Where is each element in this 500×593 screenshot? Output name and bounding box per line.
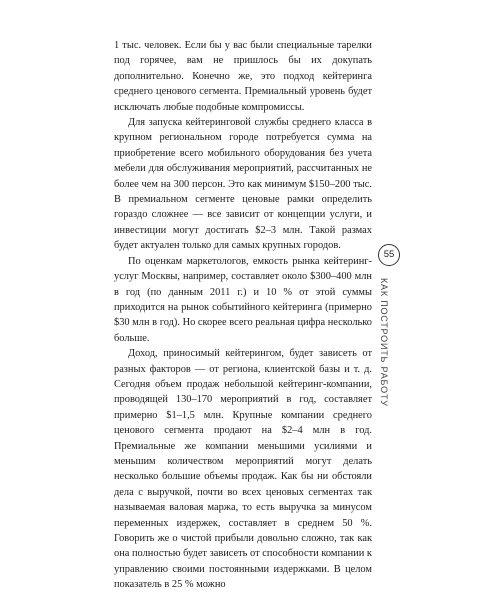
page-body bbox=[114, 38, 372, 593]
paragraph-2: Для запуска кейтеринговой службы среднего класса в крупном региональном городе потребуется сумма на приобретение всего мобильного оборудования без учета мебели для обслуживания мероприятий, рассчитанных не более чем на 300 персон. Это как минимум $150–200 тыс. В премиальном сегменте ценовые рамки определить гораздо сложнее — все зависит от концепции услуги, и инвестиции могут достигать $2–3 млн. Такой размах будет актуален только для самых крупных городов. bbox=[114, 117, 372, 252]
paragraph-3: По оценкам маркетологов, емкость рынка кейтеринг-услуг Москвы, например, составляет около $300–400 млн в год (по данным 2011 г.) и 10 % от этой суммы приходится на рынок событийного кейтеринга (примерно $30 млн в год). Но скорее всего реальная цифра несколько больше. bbox=[114, 255, 372, 344]
paragraph-1: 1 тыс. человек. Если бы у вас были специальные тарелки под горячее, вам не пришлось бы их докупать дополнительно. Конечно же, это подход кейтеринга среднего ценового сегмента. Премиальный уровень будет исключать любые подобные компромиссы. bbox=[114, 40, 372, 113]
paragraph-4: Доход, приносимый кейтерингом, будет зависеть от разных факторов — от региона, клиентской базы и т. д. Сегодня объем продаж небольшой кейтеринг-компании, проводящей 130–170 мероприятий в год, составляет примерно $1–1,5 млн. Крупные компании среднего ценового сегмента продают на $2–4 млн в год. Премиальные же компании меньшими усилиями и меньшим количеством мероприятий могут делать несколько большие объемы продаж. Как бы ни обстояли дела с выручкой, почти во всех ценовых сегментах так называемая валовая маржа, то есть выручка за минусом переменных издержек, составляет в среднем 50 %. Говорить же о чистой прибыли довольно сложно, так как она полностью будет зависеть от способности компании к управлению своими постоянными издержками. В целом показатель в 25 % можно bbox=[114, 348, 372, 591]
page-number: 55 bbox=[378, 244, 400, 266]
